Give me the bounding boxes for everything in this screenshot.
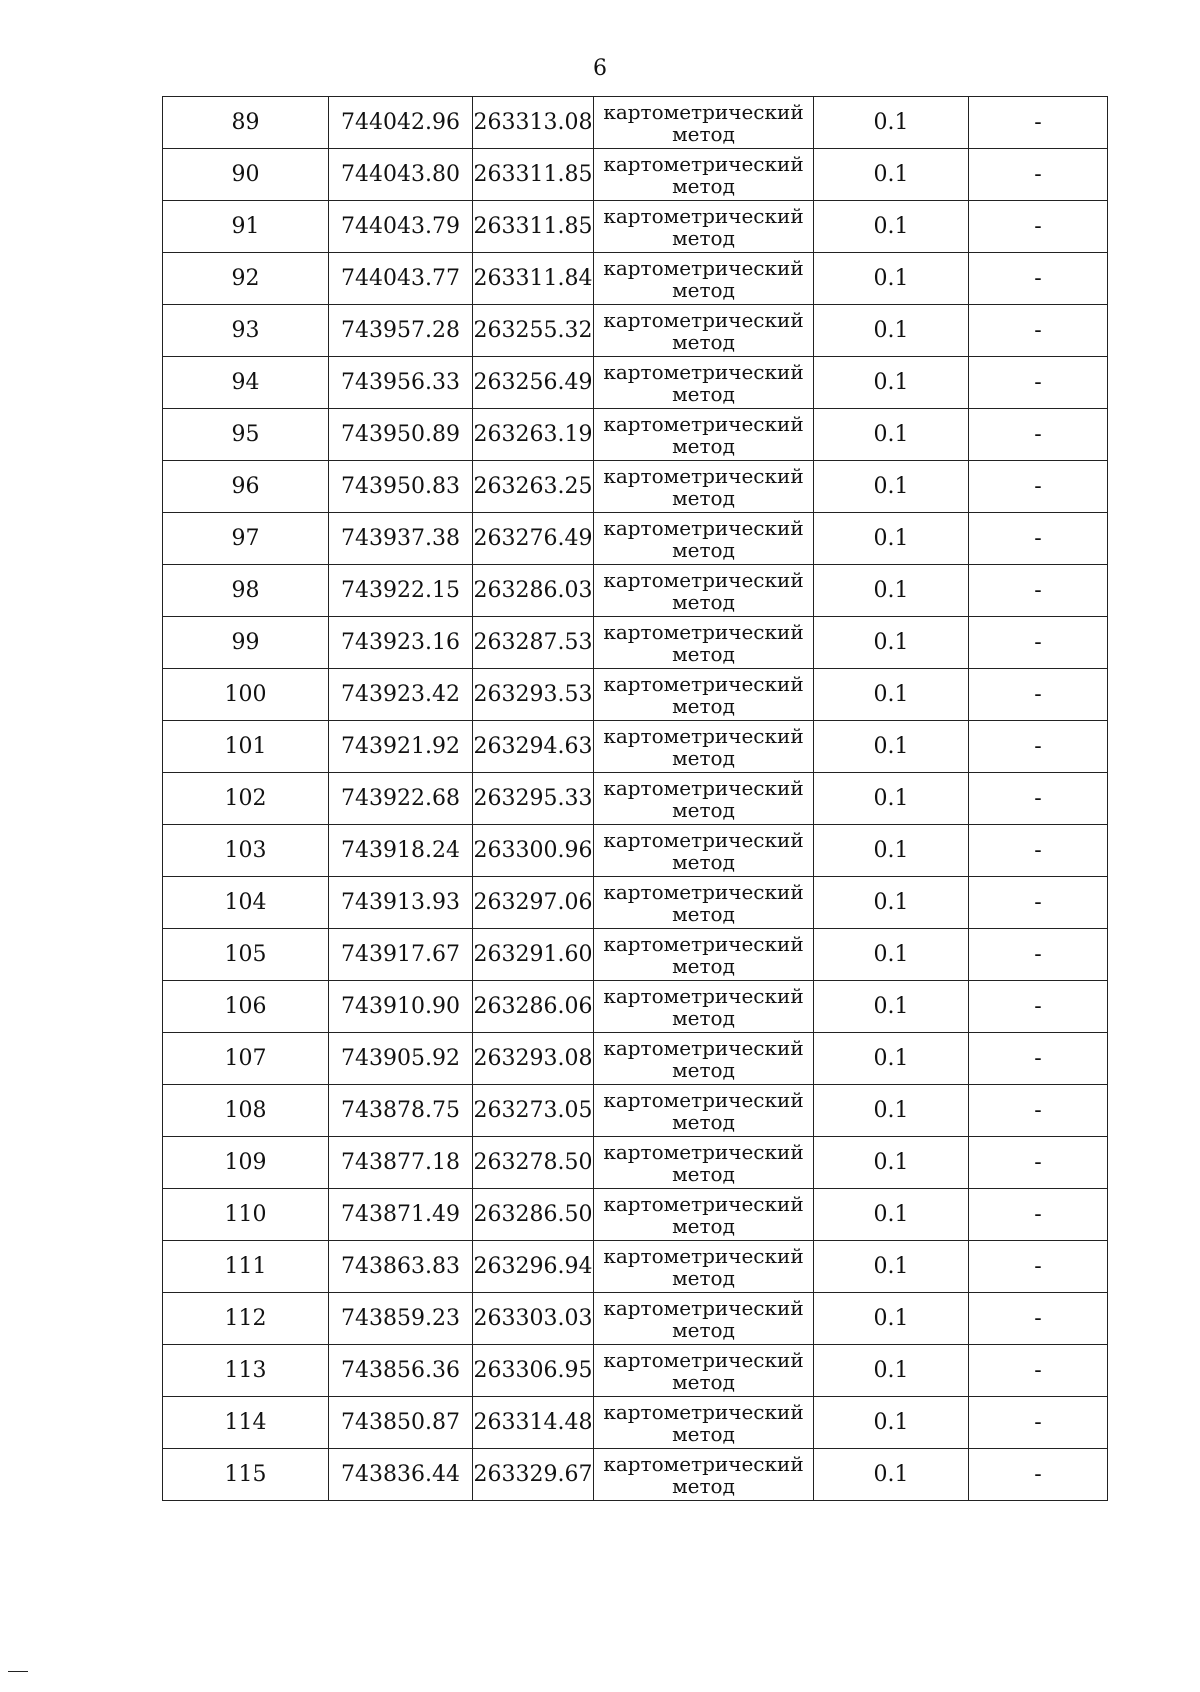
method-line-2: метод — [672, 1473, 735, 1498]
point-number-cell: 97 — [163, 513, 329, 565]
x-coordinate-cell: 743913.93 — [329, 877, 473, 929]
x-coordinate-cell: 743836.44 — [329, 1449, 473, 1501]
x-coordinate-cell: 743910.90 — [329, 981, 473, 1033]
x-coordinate-cell: 744042.96 — [329, 97, 473, 149]
point-number-cell: 112 — [163, 1293, 329, 1345]
note-cell: - — [969, 565, 1108, 617]
method-line-1: картометрический — [603, 983, 804, 1008]
method-line-2: метод — [672, 277, 735, 302]
method-cell — [594, 1397, 814, 1449]
note-cell: - — [969, 1241, 1108, 1293]
method-cell — [594, 305, 814, 357]
accuracy-cell: 0.1 — [814, 929, 969, 981]
method-line-1: картометрический — [603, 1191, 804, 1216]
method-line-1: картометрический — [603, 1243, 804, 1268]
point-number-cell: 114 — [163, 1397, 329, 1449]
method-line-2: метод — [672, 1317, 735, 1342]
method-line-1: картометрический — [603, 1399, 804, 1424]
method-line-2: метод — [672, 1161, 735, 1186]
method-line-1: картометрический — [603, 307, 804, 332]
point-number-cell: 95 — [163, 409, 329, 461]
method-cell — [594, 1293, 814, 1345]
method-line-2: метод — [672, 1005, 735, 1030]
method-line-2: метод — [672, 1265, 735, 1290]
method-line-2: метод — [672, 953, 735, 978]
table-row — [163, 461, 1108, 513]
method-line-2: метод — [672, 1421, 735, 1446]
note-cell: - — [969, 721, 1108, 773]
method-cell — [594, 149, 814, 201]
method-line-1: картометрический — [603, 723, 804, 748]
note-cell: - — [969, 1033, 1108, 1085]
accuracy-cell: 0.1 — [814, 669, 969, 721]
accuracy-cell: 0.1 — [814, 409, 969, 461]
point-number-cell: 90 — [163, 149, 329, 201]
x-coordinate-cell: 743937.38 — [329, 513, 473, 565]
table-row — [163, 669, 1108, 721]
x-coordinate-cell: 743871.49 — [329, 1189, 473, 1241]
method-line-2: метод — [672, 589, 735, 614]
method-cell — [594, 981, 814, 1033]
method-line-2: метод — [672, 745, 735, 770]
method-cell — [594, 1449, 814, 1501]
y-coordinate-cell: 263293.53 — [473, 669, 594, 721]
note-cell: - — [969, 981, 1108, 1033]
method-line-1: картометрический — [603, 359, 804, 384]
accuracy-cell: 0.1 — [814, 1397, 969, 1449]
x-coordinate-cell: 743950.83 — [329, 461, 473, 513]
point-number-cell: 93 — [163, 305, 329, 357]
x-coordinate-cell: 743878.75 — [329, 1085, 473, 1137]
point-number-cell: 92 — [163, 253, 329, 305]
method-line-1: картометрический — [603, 99, 804, 124]
y-coordinate-cell: 263293.08 — [473, 1033, 594, 1085]
table-row — [163, 1293, 1108, 1345]
y-coordinate-cell: 263296.94 — [473, 1241, 594, 1293]
method-line-1: картометрический — [603, 203, 804, 228]
y-coordinate-cell: 263276.49 — [473, 513, 594, 565]
x-coordinate-cell: 743922.15 — [329, 565, 473, 617]
accuracy-cell: 0.1 — [814, 1293, 969, 1345]
method-line-1: картометрический — [603, 931, 804, 956]
table-row — [163, 773, 1108, 825]
method-line-2: метод — [672, 121, 735, 146]
table-row — [163, 1137, 1108, 1189]
method-cell — [594, 357, 814, 409]
table-row — [163, 1189, 1108, 1241]
accuracy-cell: 0.1 — [814, 773, 969, 825]
table-row — [163, 825, 1108, 877]
accuracy-cell: 0.1 — [814, 357, 969, 409]
x-coordinate-cell: 743877.18 — [329, 1137, 473, 1189]
accuracy-cell: 0.1 — [814, 721, 969, 773]
note-cell: - — [969, 929, 1108, 981]
method-line-1: картометрический — [603, 515, 804, 540]
method-cell — [594, 1345, 814, 1397]
accuracy-cell: 0.1 — [814, 1085, 969, 1137]
x-coordinate-cell: 744043.80 — [329, 149, 473, 201]
y-coordinate-cell: 263303.03 — [473, 1293, 594, 1345]
x-coordinate-cell: 743922.68 — [329, 773, 473, 825]
x-coordinate-cell: 743921.92 — [329, 721, 473, 773]
table-row — [163, 357, 1108, 409]
method-cell — [594, 1189, 814, 1241]
x-coordinate-cell: 743917.67 — [329, 929, 473, 981]
method-line-2: метод — [672, 1213, 735, 1238]
y-coordinate-cell: 263311.84 — [473, 253, 594, 305]
method-line-1: картометрический — [603, 1451, 804, 1476]
x-coordinate-cell: 743905.92 — [329, 1033, 473, 1085]
y-coordinate-cell: 263295.33 — [473, 773, 594, 825]
accuracy-cell: 0.1 — [814, 201, 969, 253]
accuracy-cell: 0.1 — [814, 253, 969, 305]
method-cell — [594, 97, 814, 149]
note-cell: - — [969, 97, 1108, 149]
y-coordinate-cell: 263286.06 — [473, 981, 594, 1033]
table-body — [163, 97, 1108, 1501]
table-row — [163, 1345, 1108, 1397]
page-number: 6 — [593, 56, 607, 81]
method-line-1: картометрический — [603, 775, 804, 800]
table-row — [163, 253, 1108, 305]
y-coordinate-cell: 263313.08 — [473, 97, 594, 149]
method-line-1: картометрический — [603, 1139, 804, 1164]
table-row — [163, 721, 1108, 773]
table-row — [163, 1085, 1108, 1137]
method-cell — [594, 721, 814, 773]
table-row — [163, 565, 1108, 617]
x-coordinate-cell: 743923.42 — [329, 669, 473, 721]
method-cell — [594, 461, 814, 513]
method-line-2: метод — [672, 485, 735, 510]
method-line-2: метод — [672, 537, 735, 562]
accuracy-cell: 0.1 — [814, 149, 969, 201]
note-cell: - — [969, 461, 1108, 513]
point-number-cell: 98 — [163, 565, 329, 617]
point-number-cell: 103 — [163, 825, 329, 877]
method-line-1: картометрический — [603, 567, 804, 592]
note-cell: - — [969, 1085, 1108, 1137]
point-number-cell: 110 — [163, 1189, 329, 1241]
table-row — [163, 1397, 1108, 1449]
accuracy-cell: 0.1 — [814, 617, 969, 669]
x-coordinate-cell: 744043.79 — [329, 201, 473, 253]
method-line-1: картометрический — [603, 671, 804, 696]
note-cell: - — [969, 1137, 1108, 1189]
method-cell — [594, 1137, 814, 1189]
accuracy-cell: 0.1 — [814, 461, 969, 513]
y-coordinate-cell: 263286.50 — [473, 1189, 594, 1241]
point-number-cell: 111 — [163, 1241, 329, 1293]
method-line-1: картометрический — [603, 827, 804, 852]
table-row — [163, 149, 1108, 201]
table-row — [163, 981, 1108, 1033]
y-coordinate-cell: 263263.25 — [473, 461, 594, 513]
point-number-cell: 102 — [163, 773, 329, 825]
note-cell: - — [969, 201, 1108, 253]
table-row — [163, 929, 1108, 981]
y-coordinate-cell: 263278.50 — [473, 1137, 594, 1189]
note-cell: - — [969, 305, 1108, 357]
point-number-cell: 113 — [163, 1345, 329, 1397]
note-cell: - — [969, 1345, 1108, 1397]
note-cell: - — [969, 1449, 1108, 1501]
y-coordinate-cell: 263255.32 — [473, 305, 594, 357]
y-coordinate-cell: 263311.85 — [473, 201, 594, 253]
method-cell — [594, 565, 814, 617]
method-line-2: метод — [672, 1109, 735, 1134]
y-coordinate-cell: 263273.05 — [473, 1085, 594, 1137]
y-coordinate-cell: 263263.19 — [473, 409, 594, 461]
x-coordinate-cell: 743957.28 — [329, 305, 473, 357]
table-row — [163, 513, 1108, 565]
y-coordinate-cell: 263294.63 — [473, 721, 594, 773]
note-cell: - — [969, 773, 1108, 825]
method-line-2: метод — [672, 901, 735, 926]
method-cell — [594, 929, 814, 981]
point-number-cell: 104 — [163, 877, 329, 929]
table-row — [163, 1241, 1108, 1293]
y-coordinate-cell: 263311.85 — [473, 149, 594, 201]
method-line-1: картометрический — [603, 1347, 804, 1372]
x-coordinate-cell: 743859.23 — [329, 1293, 473, 1345]
point-number-cell: 89 — [163, 97, 329, 149]
method-cell — [594, 201, 814, 253]
accuracy-cell: 0.1 — [814, 1241, 969, 1293]
method-line-2: метод — [672, 1057, 735, 1082]
method-line-1: картометрический — [603, 255, 804, 280]
x-coordinate-cell: 743850.87 — [329, 1397, 473, 1449]
accuracy-cell: 0.1 — [814, 565, 969, 617]
method-line-1: картометрический — [603, 411, 804, 436]
method-line-2: метод — [672, 329, 735, 354]
accuracy-cell: 0.1 — [814, 513, 969, 565]
coordinates-table — [162, 96, 1108, 1501]
note-cell: - — [969, 357, 1108, 409]
accuracy-cell: 0.1 — [814, 1033, 969, 1085]
method-cell — [594, 1033, 814, 1085]
accuracy-cell: 0.1 — [814, 305, 969, 357]
note-cell: - — [969, 617, 1108, 669]
method-line-1: картометрический — [603, 1035, 804, 1060]
accuracy-cell: 0.1 — [814, 97, 969, 149]
method-line-1: картометрический — [603, 879, 804, 904]
x-coordinate-cell: 743923.16 — [329, 617, 473, 669]
method-line-1: картометрический — [603, 151, 804, 176]
y-coordinate-cell: 263297.06 — [473, 877, 594, 929]
accuracy-cell: 0.1 — [814, 1449, 969, 1501]
table-row — [163, 617, 1108, 669]
table-row — [163, 1033, 1108, 1085]
x-coordinate-cell: 743918.24 — [329, 825, 473, 877]
note-cell: - — [969, 669, 1108, 721]
point-number-cell: 100 — [163, 669, 329, 721]
method-cell — [594, 669, 814, 721]
x-coordinate-cell: 743950.89 — [329, 409, 473, 461]
table-row — [163, 97, 1108, 149]
method-cell — [594, 1085, 814, 1137]
table-row — [163, 1449, 1108, 1501]
point-number-cell: 108 — [163, 1085, 329, 1137]
method-line-2: метод — [672, 433, 735, 458]
note-cell: - — [969, 877, 1108, 929]
note-cell: - — [969, 825, 1108, 877]
accuracy-cell: 0.1 — [814, 825, 969, 877]
note-cell: - — [969, 409, 1108, 461]
method-line-1: картометрический — [603, 619, 804, 644]
method-line-2: метод — [672, 173, 735, 198]
accuracy-cell: 0.1 — [814, 981, 969, 1033]
note-cell: - — [969, 149, 1108, 201]
method-cell — [594, 409, 814, 461]
table-row — [163, 201, 1108, 253]
method-cell — [594, 773, 814, 825]
point-number-cell: 99 — [163, 617, 329, 669]
method-cell — [594, 513, 814, 565]
coordinates-table-container — [162, 96, 1107, 1501]
point-number-cell: 105 — [163, 929, 329, 981]
method-cell — [594, 253, 814, 305]
accuracy-cell: 0.1 — [814, 1345, 969, 1397]
point-number-cell: 96 — [163, 461, 329, 513]
point-number-cell: 101 — [163, 721, 329, 773]
y-coordinate-cell: 263329.67 — [473, 1449, 594, 1501]
y-coordinate-cell: 263306.95 — [473, 1345, 594, 1397]
method-cell — [594, 877, 814, 929]
accuracy-cell: 0.1 — [814, 877, 969, 929]
point-number-cell: 107 — [163, 1033, 329, 1085]
method-line-2: метод — [672, 797, 735, 822]
x-coordinate-cell: 743856.36 — [329, 1345, 473, 1397]
y-coordinate-cell: 263256.49 — [473, 357, 594, 409]
method-cell — [594, 825, 814, 877]
method-line-1: картометрический — [603, 1087, 804, 1112]
method-line-2: метод — [672, 1369, 735, 1394]
y-coordinate-cell: 263287.53 — [473, 617, 594, 669]
method-line-2: метод — [672, 225, 735, 250]
accuracy-cell: 0.1 — [814, 1137, 969, 1189]
y-coordinate-cell: 263314.48 — [473, 1397, 594, 1449]
point-number-cell: 109 — [163, 1137, 329, 1189]
method-line-2: метод — [672, 641, 735, 666]
x-coordinate-cell: 743863.83 — [329, 1241, 473, 1293]
note-cell: - — [969, 513, 1108, 565]
method-line-1: картометрический — [603, 1295, 804, 1320]
method-line-2: метод — [672, 381, 735, 406]
note-cell: - — [969, 253, 1108, 305]
y-coordinate-cell: 263286.03 — [473, 565, 594, 617]
y-coordinate-cell: 263291.60 — [473, 929, 594, 981]
note-cell: - — [969, 1293, 1108, 1345]
accuracy-cell: 0.1 — [814, 1189, 969, 1241]
method-line-1: картометрический — [603, 463, 804, 488]
margin-mark — [8, 1671, 28, 1672]
note-cell: - — [969, 1189, 1108, 1241]
method-line-2: метод — [672, 849, 735, 874]
point-number-cell: 115 — [163, 1449, 329, 1501]
x-coordinate-cell: 744043.77 — [329, 253, 473, 305]
method-line-2: метод — [672, 693, 735, 718]
method-cell — [594, 617, 814, 669]
note-cell: - — [969, 1397, 1108, 1449]
table-row — [163, 409, 1108, 461]
point-number-cell: 94 — [163, 357, 329, 409]
table-row — [163, 877, 1108, 929]
method-cell — [594, 1241, 814, 1293]
point-number-cell: 91 — [163, 201, 329, 253]
y-coordinate-cell: 263300.96 — [473, 825, 594, 877]
point-number-cell: 106 — [163, 981, 329, 1033]
table-row — [163, 305, 1108, 357]
x-coordinate-cell: 743956.33 — [329, 357, 473, 409]
